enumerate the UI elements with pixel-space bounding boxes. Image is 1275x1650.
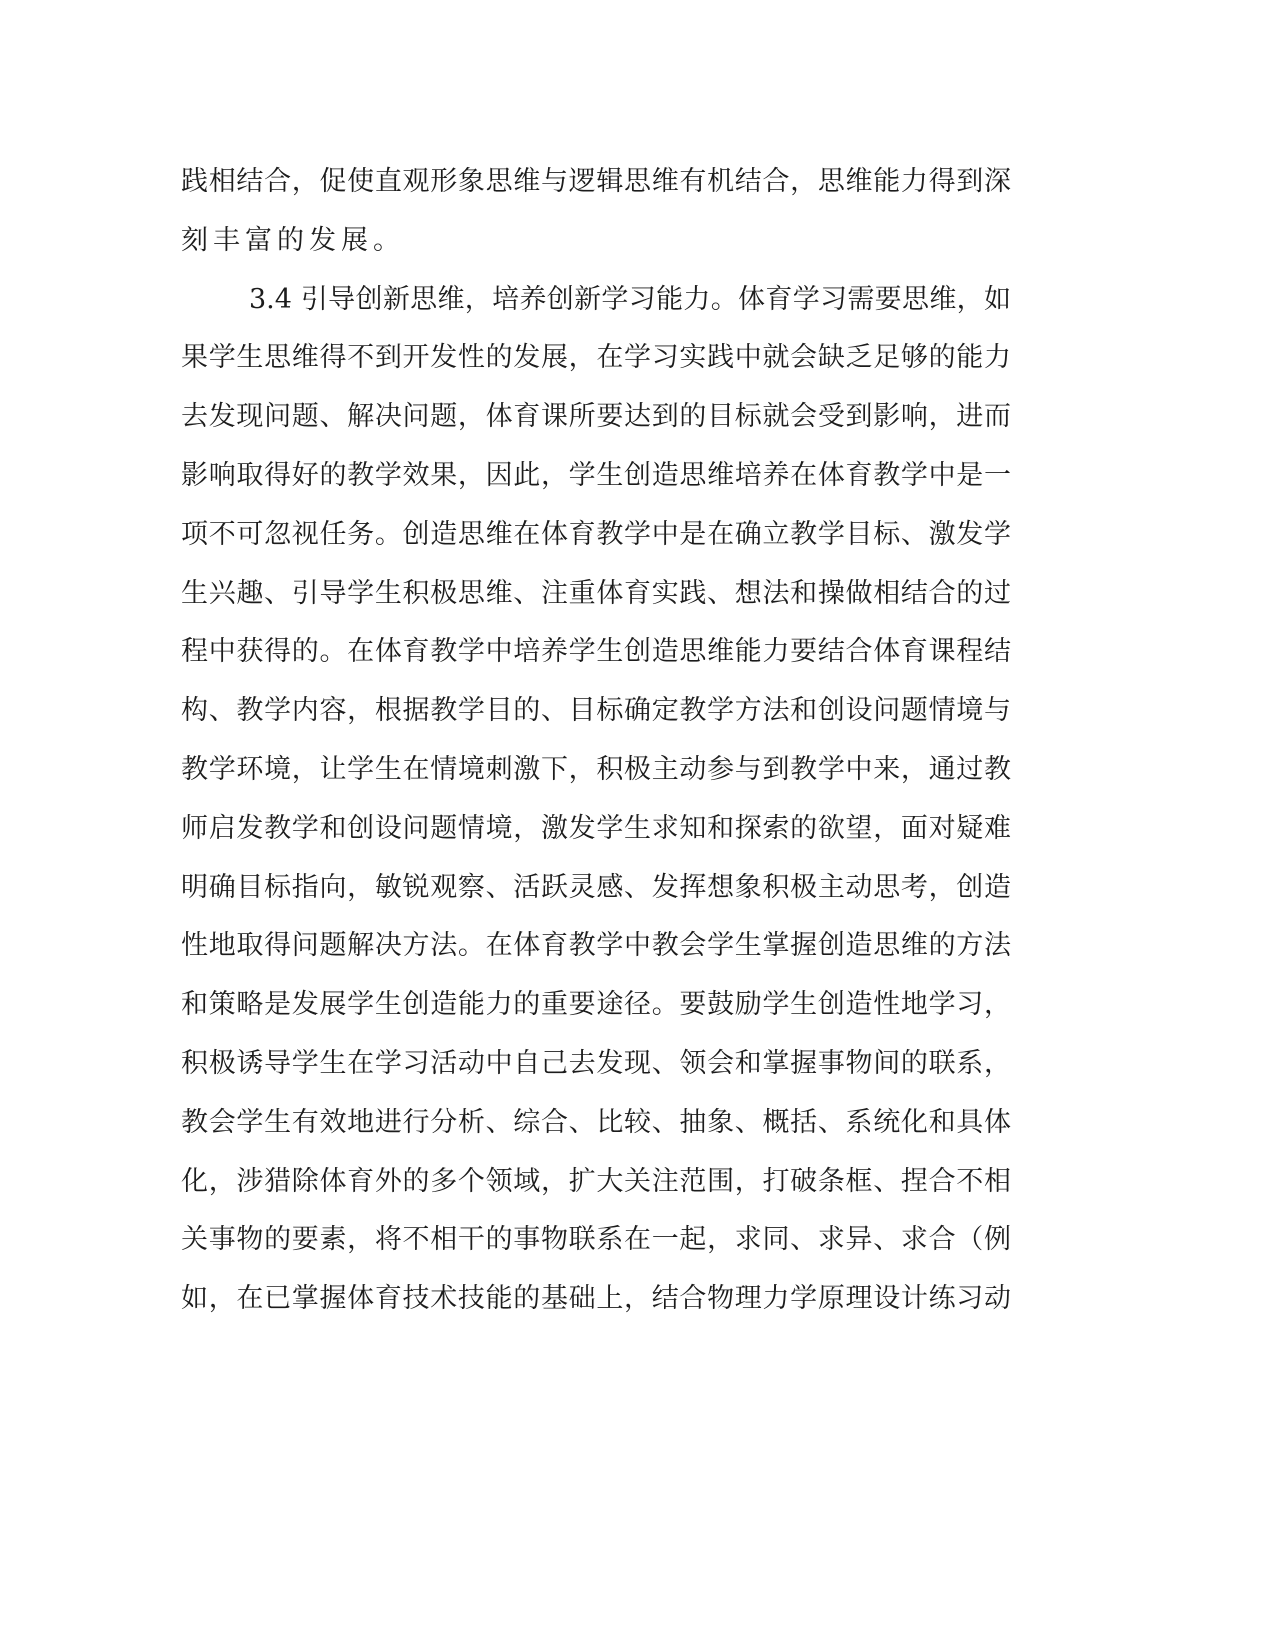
text-line: 生兴趣、引导学生积极思维、注重体育实践、想法和操做相结合的过 <box>181 577 1011 609</box>
section-heading-line: 3.4 引导创新思维，培养创新学习能力。体育学习需要思维，如 <box>249 283 1011 315</box>
text-line: 项不可忽视任务。创造思维在体育教学中是在确立教学目标、激发学 <box>181 518 1011 550</box>
text-line: 关事物的要素，将不相干的事物联系在一起，求同、求异、求合（例 <box>181 1224 1011 1256</box>
text-line: 去发现问题、解决问题，体育课所要达到的目标就会受到影响，进而 <box>181 401 1011 433</box>
text-line: 性地取得问题解决方法。在体育教学中教会学生掌握创造思维的方法 <box>181 930 1011 962</box>
text-line: 果学生思维得不到开发性的发展，在学习实践中就会缺乏足够的能力 <box>181 342 1011 374</box>
text-line: 教会学生有效地进行分析、综合、比较、抽象、概括、系统化和具体 <box>181 1106 1011 1138</box>
text-line: 如，在已掌握体育技术技能的基础上，结合物理力学原理设计练习动 <box>181 1283 1011 1315</box>
text-line: 化，涉猎除体育外的多个领域，扩大关注范围，打破条框、捏合不相 <box>181 1165 1011 1197</box>
text-line: 程中获得的。在体育教学中培养学生创造思维能力要结合体育课程结 <box>181 636 1011 668</box>
text-line: 影响取得好的教学效果，因此，学生创造思维培养在体育教学中是一 <box>181 459 1011 491</box>
text-line: 教学环境，让学生在情境刺激下，积极主动参与到教学中来，通过教 <box>181 753 1011 785</box>
text-line: 刻丰富的发展。 <box>181 224 405 256</box>
body-text <box>181 153 1011 1329</box>
text-line: 师启发教学和创设问题情境，激发学生求知和探索的欲望，面对疑难 <box>181 812 1011 844</box>
text-line: 践相结合，促使直观形象思维与逻辑思维有机结合，思维能力得到深 <box>181 166 1011 197</box>
text-line: 明确目标指向，敏锐观察、活跃灵感、发挥想象积极主动思考，创造 <box>181 871 1011 903</box>
text-line: 积极诱导学生在学习活动中自己去发现、领会和掌握事物间的联系， <box>181 1047 1011 1079</box>
text-line: 构、教学内容，根据教学目的、目标确定教学方法和创设问题情境与 <box>181 695 1011 727</box>
text-line: 和策略是发展学生创造能力的重要途径。要鼓励学生创造性地学习， <box>181 989 1011 1021</box>
